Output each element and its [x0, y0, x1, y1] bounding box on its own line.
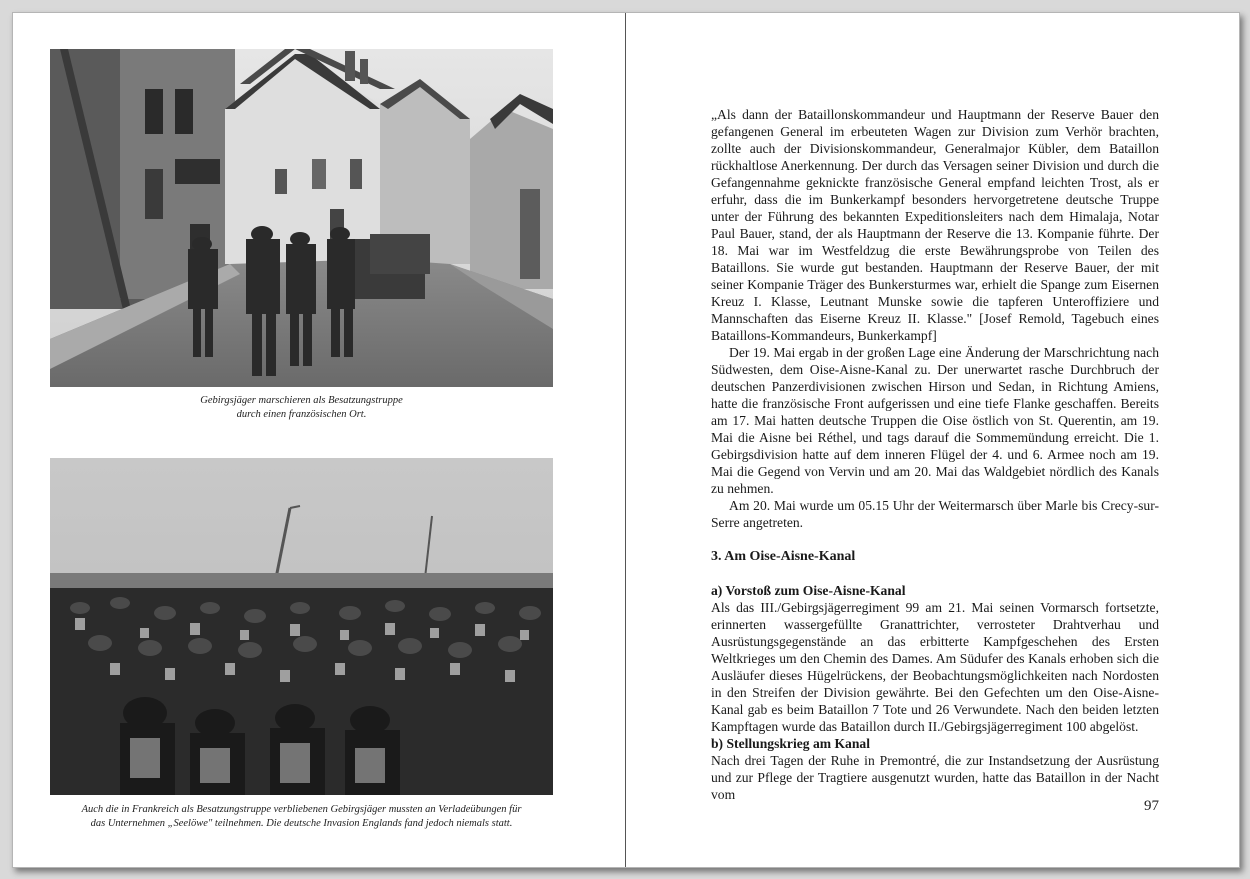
quote-paragraph: „Als dann der Bataillonskommandeur und Hauptmann der Reserve Bauer den gefangenen General im erbeuteten Wagen zur Division zum Verhör brachten, zollte auch der Divisionskommandeur, Generalmajor Kübler, dem Bataillon rückhaltlose Anerkennung. Der durch das Versagen seiner Division und durch die Gefangennahme geknickte französische General empfand leichten Trost, als er erfuhr, dass die im Bunkerkampf besonders hervorgetretene deutsche Truppe unter der Führung des bekannten Expeditionsleiters nach dem Himalaja, Notar Paul Bauer, stand, der als Hauptmann der Reserve die 13. Kompanie führte. Der 18. Mai war im Westfeldzug die erste Bewährungsprobe von Teilen des Bataillons. Sie wurde gut bestanden. Hauptmann der Reserve Bauer, der mit seiner Kompanie Träger des Bunkersturmes war, erhielt die Spange zum Eisernen Kreuz I. Klasse, Leutnant Munske sowie die tapferen Unteroffiziere und Mannschaften das Eiserne Kreuz II. Klasse." [Josef Remold, Tagebuch eines Bataillons-Kommandeurs, Bunkerkampf] [711, 107, 1159, 343]
paragraph-19-mai: Der 19. Mai ergab in der großen Lage eine Änderung der Marschrichtung nach Südwesten, dem Oise-Aisne-Kanal zu. Der unerwartet rasche Durchbruch der deutschen Panzerdivisionen zwischen Hirson und Sedan, in Richtung Amiens, hatte die französische Front aufgerissen und eine tiefe Flanke geschaffen. Bereits am 17. Mai hatten deutsche Truppen die Oise östlich von St. Querentin, am 19. Mai die Aisne bei Réthel, und tags darauf die Sommemündung erreicht. Die 1. Gebirgsdivision hatte auf dem inneren Flügel der 4. und 6. Armee noch am 19. Mai die Gegend von Vervin und am 20. Mai das Waldgebiet nördlich des Kanals zu nehmen. [711, 345, 1159, 496]
body-text [711, 106, 1159, 803]
right-page [626, 13, 1239, 867]
photo-caption-2: Auch die in Frankreich als Besatzungstruppe verbliebenen Gebirgsjäger mussten an Verladeübungen für das Unternehmen „Seelöwe" teilnehmen. Die deutsche Invasion Englands fand jedoch niemals statt. [81, 804, 522, 829]
photo-loading-exercise [50, 458, 553, 795]
subsection-b-heading: b) Stellungskrieg am Kanal [711, 736, 870, 751]
subsection-b-text: Nach drei Tagen der Ruhe in Premontré, die zur Instandsetzung der Ausrüstung und zur Pflege der Tragtiere ausgenutzt wurden, hatte das Bataillon in der Nacht vom [711, 753, 1159, 802]
left-page [13, 13, 625, 867]
section-heading: 3. Am Oise-Aisne-Kanal [711, 549, 856, 564]
subsection-a-heading: a) Vorstoß zum Oise-Aisne-Kanal [711, 583, 906, 598]
photo-caption-1: Gebirgsjäger marschieren als Besatzungstruppe durch einen französischen Ort. [200, 395, 403, 420]
subsection-a-text: Als das III./Gebirgsjägerregiment 99 am 21. Mai seinen Vormarsch fortsetzte, erinnerten wassergefüllte Granattrichter, verrosteter Drahtverhau und Ausrüstungsgegenstände an das erbitterte Kampfgeschehen des Ersten Weltkrieges um den Chemin des Dames. Am Südufer des Kanals erhoben sich die Ausläufer dieses Hügelrückens, der Beobachtungsmöglichkeiten nach Nordosten in den Streifen der Division gewährte. Bei den Gefechten um den Oise-Aisne-Kanal gab es beim Bataillon 7 Tote und 26 Verwundete. Nach den beiden letzten Kampftagen wurde das Bataillon durch II./Gebirgsjägerregiment 100 abgelöst. [711, 600, 1159, 734]
paragraph-20-mai: Am 20. Mai wurde um 05.15 Uhr der Weitermarsch über Marle bis Crecy-sur-Serre angetreten. [711, 498, 1159, 530]
photo-marching-soldiers [50, 49, 553, 387]
book-spread [12, 12, 1240, 868]
page-number: 97 [1144, 798, 1159, 814]
